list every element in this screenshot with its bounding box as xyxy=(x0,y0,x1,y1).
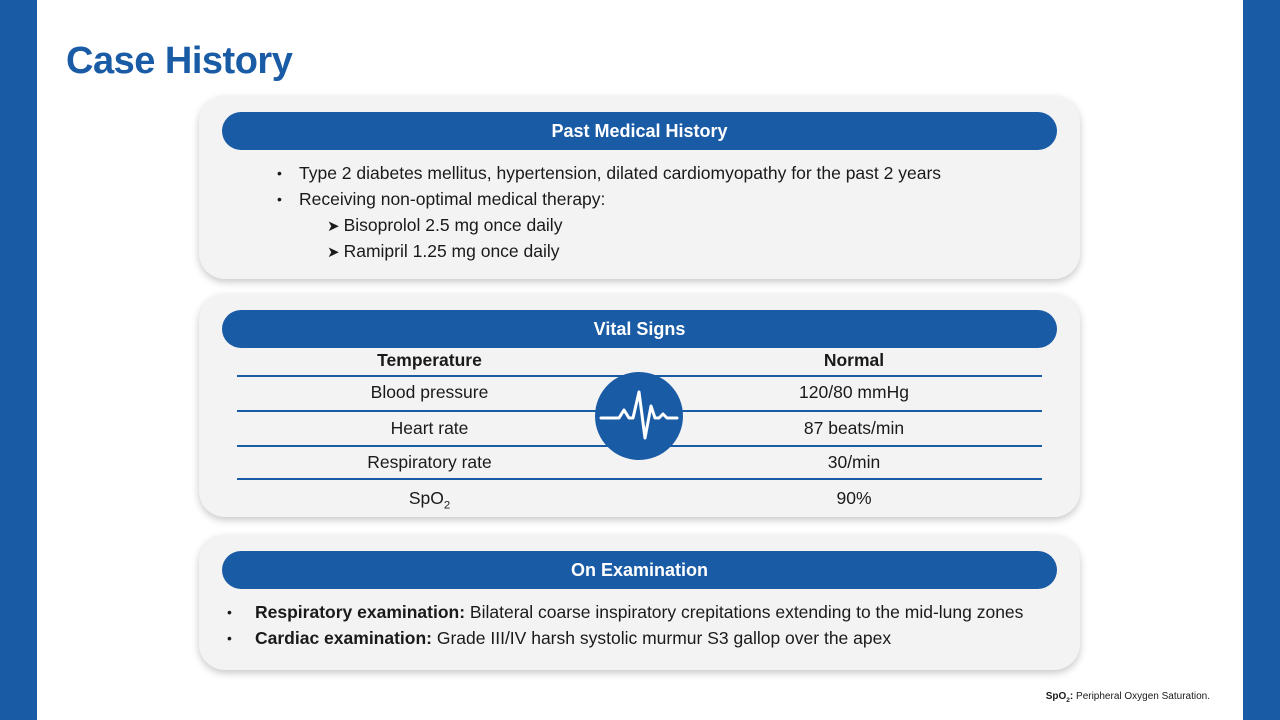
vital-value: 90% xyxy=(836,488,872,508)
history-list xyxy=(277,160,941,264)
history-item: • Type 2 diabetes mellitus, hypertension, dilated cardiomyopathy for the past 2 years xyxy=(277,160,941,186)
vital-value: 87 beats/min xyxy=(803,418,905,438)
exam-list xyxy=(227,599,1023,651)
vitals-header-row xyxy=(237,346,1042,374)
medication-text: Ramipril 1.25 mg once daily xyxy=(343,241,560,261)
vitals-col-header-label: Temperature xyxy=(377,350,482,370)
on-examination-heading: On Examination xyxy=(222,551,1057,589)
table-divider xyxy=(237,478,1042,480)
medication-text: Bisoprolol 2.5 mg once daily xyxy=(343,215,563,235)
footnote-abbr-main: SpO xyxy=(1045,691,1067,702)
medication-item xyxy=(277,238,941,264)
footnote-abbr-tail: : xyxy=(1069,691,1074,702)
spo2-label-sub: 2 xyxy=(443,499,451,512)
exam-item-label: Cardiac examination: xyxy=(255,628,432,648)
past-medical-history-heading: Past Medical History xyxy=(222,112,1057,150)
history-item: • Receiving non-optimal medical therapy: xyxy=(277,186,941,212)
vital-label xyxy=(237,481,622,523)
heartbeat-line-icon xyxy=(595,372,683,460)
exam-item-text: Grade III/IV harsh systolic murmur S3 gallop over the apex xyxy=(432,628,892,648)
vital-signs-card xyxy=(199,294,1080,517)
spo2-label-main: SpO xyxy=(408,488,444,508)
right-accent-bar xyxy=(1243,0,1280,720)
past-medical-history-card xyxy=(199,96,1080,279)
exam-item xyxy=(227,599,1023,625)
vital-label: Heart rate xyxy=(390,418,469,438)
medication-item xyxy=(277,212,941,238)
exam-item-text: Bilateral coarse inspiratory crepitations extending to the mid-lung zones xyxy=(465,602,1024,622)
footnote-text: Peripheral Oxygen Saturation. xyxy=(1073,691,1210,702)
footnote-abbr-sub: 2 xyxy=(1066,697,1070,704)
footnote xyxy=(1046,691,1210,704)
vital-label: Blood pressure xyxy=(370,382,489,402)
vital-value: 30/min xyxy=(827,452,881,472)
left-accent-bar xyxy=(0,0,37,720)
page-title: Case History xyxy=(66,40,293,82)
table-row xyxy=(237,481,1042,515)
vital-value: 120/80 mmHg xyxy=(799,382,909,402)
arrow-bullet-icon: ➤ xyxy=(327,244,340,261)
exam-item xyxy=(227,625,1023,651)
arrow-bullet-icon: ➤ xyxy=(327,218,340,235)
vital-label: Respiratory rate xyxy=(367,452,492,472)
heartbeat-pulse-icon xyxy=(595,372,683,460)
vital-signs-heading: Vital Signs xyxy=(222,310,1057,348)
footnote-abbr xyxy=(1046,691,1074,702)
exam-item-label: Respiratory examination: xyxy=(255,602,466,622)
on-examination-card xyxy=(199,535,1080,670)
vitals-col-header-value: Normal xyxy=(823,350,885,370)
